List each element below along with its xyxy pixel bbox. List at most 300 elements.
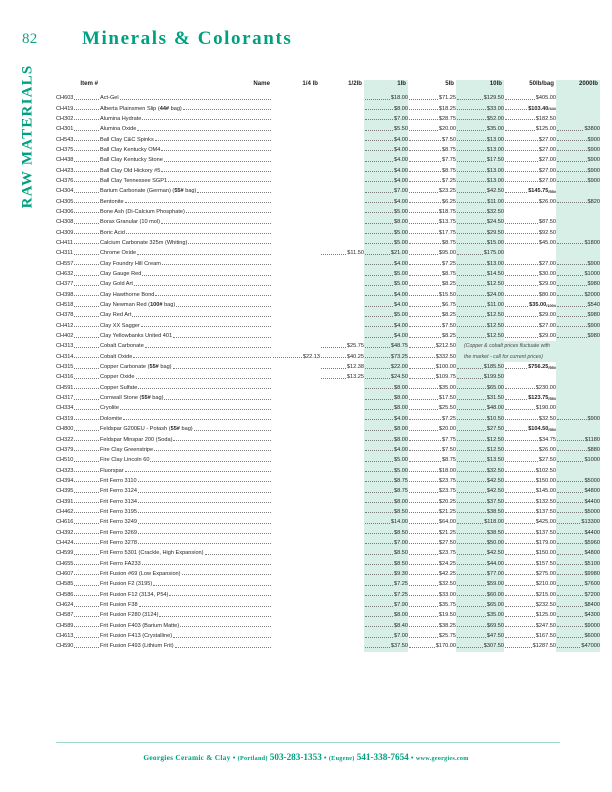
price-cell: $123.75/55# — [504, 393, 556, 403]
price-cell: $8.00 — [364, 217, 408, 227]
footer-separator-2: • — [323, 753, 327, 762]
price-cell — [272, 590, 320, 600]
product-name-cell: Frit Ferro 3269 — [100, 527, 272, 537]
price-cell: $307.50 — [456, 641, 504, 651]
price-cell: $42.50 — [456, 476, 504, 486]
item-number-cell: CH402 — [56, 331, 100, 341]
price-cell: $4.00 — [364, 300, 408, 310]
item-number-cell: CH587 — [56, 610, 100, 620]
price-cell: $13.00 — [456, 259, 504, 269]
item-number-cell: CH632 — [56, 269, 100, 279]
price-cell: $12.50 — [456, 445, 504, 455]
item-number-cell: CH599 — [56, 548, 100, 558]
price-cell: $21.25 — [408, 527, 456, 537]
table-row — [56, 538, 600, 548]
price-cell — [320, 269, 364, 279]
price-cell — [272, 527, 320, 537]
footer-eugene-label: (Eugene) — [328, 755, 355, 762]
price-cell: $4.00 — [364, 259, 408, 269]
price-cell: $7200 — [556, 590, 600, 600]
price-cell — [272, 290, 320, 300]
price-cell: $5000 — [556, 507, 600, 517]
price-cell — [320, 569, 364, 579]
price-cell: $5.00 — [364, 279, 408, 289]
price-cell: $29.50 — [456, 227, 504, 237]
price-cell: $5.00 — [364, 238, 408, 248]
price-cell — [320, 114, 364, 124]
product-name-cell: Calcium Carbonate 325m (Whiting) — [100, 238, 272, 248]
item-number-cell: CH375 — [56, 145, 100, 155]
price-cell: $145.00 — [504, 486, 556, 496]
table-row — [56, 517, 600, 527]
price-cell — [272, 465, 320, 475]
table-row — [56, 165, 600, 175]
price-cell: $38.50 — [456, 527, 504, 537]
price-cell — [272, 321, 320, 331]
product-name-cell: Ball Clay Tennessee SGP1 — [100, 176, 272, 186]
price-cell: $24.25 — [408, 558, 456, 568]
product-name-cell: Fire Clay Greenstripe — [100, 445, 272, 455]
price-cell: $21.25 — [408, 507, 456, 517]
price-cell — [272, 383, 320, 393]
item-number-cell: CH314 — [56, 352, 100, 362]
price-cell: $900 — [556, 134, 600, 144]
item-number-cell: CH395 — [56, 486, 100, 496]
price-cell: $25.75 — [408, 631, 456, 641]
price-cell — [556, 93, 600, 103]
price-cell: $23.75 — [408, 486, 456, 496]
product-name-cell: Clay Foundry Hill Cream — [100, 259, 272, 269]
price-cell: $18.00 — [408, 465, 456, 475]
price-cell: $27.50 — [456, 424, 504, 434]
price-cell — [556, 362, 600, 372]
price-cell: $25.50 — [408, 403, 456, 413]
table-row — [56, 310, 600, 320]
price-cell: $4.00 — [364, 321, 408, 331]
item-number-cell: CH394 — [56, 476, 100, 486]
item-number-cell: CH301 — [56, 124, 100, 134]
product-name-cell: Ball Clay Old Hickory #5 — [100, 165, 272, 175]
price-cell: $232.50 — [504, 600, 556, 610]
price-cell: $15.00 — [456, 238, 504, 248]
product-name-cell: Clay Yellowbanks United 401 — [100, 331, 272, 341]
col-header-name: Name — [253, 80, 270, 87]
product-name-cell: Fire Clay Lincoln 60 — [100, 455, 272, 465]
product-name-cell: Clay Newman Red (100# bag) — [100, 300, 272, 310]
product-name-cell: Frit Fusion F12 (3134, P54) — [100, 590, 272, 600]
price-cell: $5.00 — [364, 269, 408, 279]
price-cell — [272, 279, 320, 289]
price-cell: $35.00 — [456, 124, 504, 134]
price-cell — [272, 114, 320, 124]
product-name-cell: Frit Ferro FA233 — [100, 558, 272, 568]
table-row — [56, 393, 600, 403]
table-row — [56, 455, 600, 465]
price-cell: $8.00 — [364, 610, 408, 620]
product-name-cell: Frit Ferro 5301 (Crackle, High Expansion) — [100, 548, 272, 558]
price-cell: $4.00 — [364, 165, 408, 175]
table-row — [56, 507, 600, 517]
col-header-five-lb: 5lb — [445, 80, 454, 87]
item-number-cell: CH392 — [56, 527, 100, 537]
price-cell: $27.00 — [504, 134, 556, 144]
price-cell — [320, 155, 364, 165]
price-cell: $12.50 — [456, 279, 504, 289]
price-cell — [272, 403, 320, 413]
price-cell: $118.00 — [456, 517, 504, 527]
price-cell — [272, 372, 320, 382]
product-name-cell: Frit Ferro 3134 — [100, 496, 272, 506]
product-name-cell: Bentonite — [100, 196, 272, 206]
table-row — [56, 600, 600, 610]
price-cell: $35.00 — [408, 383, 456, 393]
table-row — [56, 269, 600, 279]
price-cell: $900 — [556, 414, 600, 424]
item-number-cell: CH586 — [56, 590, 100, 600]
price-cell — [272, 331, 320, 341]
price-cell: $132.50 — [504, 496, 556, 506]
price-cell: $33.00 — [456, 103, 504, 113]
item-number-cell: CH411 — [56, 238, 100, 248]
item-number-cell: CH304 — [56, 186, 100, 196]
price-cell — [272, 507, 320, 517]
price-cell — [272, 186, 320, 196]
product-name-cell: Copper Oxide — [100, 372, 272, 382]
product-name-cell: Fluorspar — [100, 465, 272, 475]
price-cell: $27.00 — [504, 155, 556, 165]
price-cell — [272, 621, 320, 631]
product-name-cell: Copper Sulfate — [100, 383, 272, 393]
price-cell — [272, 486, 320, 496]
price-cell: $65.00 — [456, 600, 504, 610]
item-number-cell: CH376 — [56, 176, 100, 186]
price-cell: $26.00 — [504, 196, 556, 206]
table-row — [56, 248, 600, 258]
price-cell — [320, 621, 364, 631]
table-row — [56, 465, 600, 475]
price-cell: $48.00 — [456, 403, 504, 413]
price-cell: $980 — [556, 310, 600, 320]
table-row — [56, 372, 600, 382]
price-cell — [320, 434, 364, 444]
price-cell — [320, 527, 364, 537]
price-cell: $42.25 — [408, 569, 456, 579]
product-name-cell: Frit Fusion F493 (Lithium Frit) — [100, 641, 272, 651]
price-cell — [272, 445, 320, 455]
item-number-cell: CH589 — [56, 621, 100, 631]
price-cell: $4400 — [556, 527, 600, 537]
item-number-cell: CH655 — [56, 558, 100, 568]
price-cell: $5.00 — [364, 310, 408, 320]
price-cell: $32.50 — [408, 579, 456, 589]
price-cell: $5.50 — [364, 124, 408, 134]
product-name-cell: Frit Ferro 3110 — [100, 476, 272, 486]
price-cell: $1287.50 — [504, 641, 556, 651]
table-row — [56, 238, 600, 248]
item-number-cell: CH322 — [56, 434, 100, 444]
product-name-cell: Cryolite — [100, 403, 272, 413]
table-row — [56, 93, 600, 103]
price-cell: $8.00 — [364, 403, 408, 413]
price-cell: $8.50 — [364, 558, 408, 568]
price-cell: $18.00 — [364, 93, 408, 103]
price-cell: $7.90 — [364, 600, 408, 610]
table-row — [56, 486, 600, 496]
product-name-cell: Clay Hawthorne Bond — [100, 290, 272, 300]
item-number-cell: CH317 — [56, 393, 100, 403]
price-cell — [320, 486, 364, 496]
price-cell — [272, 631, 320, 641]
item-number-cell: CH334 — [56, 403, 100, 413]
price-cell: $4.00 — [364, 414, 408, 424]
table-row — [56, 579, 600, 589]
table-row — [56, 641, 600, 651]
price-cell: $27.50 — [504, 455, 556, 465]
price-cell — [272, 393, 320, 403]
product-name-cell: Clay Gauge Red — [100, 269, 272, 279]
price-cell: $900 — [556, 176, 600, 186]
footer-website[interactable]: www.georgies.com — [415, 755, 469, 762]
price-cell: $129.50 — [456, 93, 504, 103]
price-cell: $13.75 — [408, 217, 456, 227]
price-cell: $104.50/55# — [504, 424, 556, 434]
table-row — [56, 124, 600, 134]
price-cell: $47000 — [556, 641, 600, 651]
item-number-cell: CH308 — [56, 217, 100, 227]
price-cell: $11.50 — [320, 248, 364, 258]
item-number-cell: CH311 — [56, 248, 100, 258]
table-row — [56, 621, 600, 631]
price-cell: $7.25 — [364, 590, 408, 600]
price-cell — [556, 424, 600, 434]
price-cell: $25.75 — [320, 341, 364, 351]
item-number-cell: CH607 — [56, 569, 100, 579]
product-name-cell: Cornwall Stone (55# bag) — [100, 393, 272, 403]
price-cell — [320, 445, 364, 455]
price-cell — [320, 196, 364, 206]
price-cell — [320, 538, 364, 548]
price-cell: $26.00 — [504, 445, 556, 455]
price-cell: $42.50 — [456, 548, 504, 558]
price-cell — [272, 517, 320, 527]
price-cell: $7.75 — [408, 434, 456, 444]
table-row — [56, 424, 600, 434]
price-cell: $8.75 — [364, 486, 408, 496]
price-cell — [272, 362, 320, 372]
price-cell — [556, 103, 600, 113]
price-cell — [272, 569, 320, 579]
price-cell — [320, 558, 364, 568]
price-cell: $87.50 — [504, 217, 556, 227]
price-cell: $23.25 — [408, 186, 456, 196]
price-cell — [320, 465, 364, 475]
price-cell — [320, 424, 364, 434]
price-cell: $5.00 — [364, 227, 408, 237]
price-cell — [320, 517, 364, 527]
price-cell — [272, 124, 320, 134]
item-number-cell: CH378 — [56, 310, 100, 320]
price-cell: $44.00 — [456, 558, 504, 568]
price-cell: $8.75 — [408, 165, 456, 175]
price-cell — [320, 279, 364, 289]
product-name-cell: Ball Clay C&C Spinks — [100, 134, 272, 144]
price-cell: $60.00 — [456, 590, 504, 600]
price-cell: $199.50 — [456, 372, 504, 382]
price-cell: $32.50 — [456, 207, 504, 217]
price-cell — [556, 372, 600, 382]
page-title: Minerals & Colorants — [82, 28, 293, 49]
col-header-two-thousand-lb: 2000lb — [579, 80, 598, 87]
price-cell — [320, 403, 364, 413]
price-cell: $12.38 — [320, 362, 364, 372]
price-cell — [320, 631, 364, 641]
price-cell: $33.00 — [408, 590, 456, 600]
price-cell: $880 — [556, 445, 600, 455]
price-cell: $6000 — [556, 631, 600, 641]
price-cell: $27.00 — [504, 165, 556, 175]
footer-portland-phone[interactable]: 503-283-1353 — [269, 752, 322, 762]
price-cell — [272, 310, 320, 320]
item-number-cell: CH313 — [56, 341, 100, 351]
price-cell — [272, 538, 320, 548]
product-name-cell: Copper Carbonate (55# bag) — [100, 362, 272, 372]
footer-divider — [56, 742, 560, 743]
product-name-cell: Alumina Oxide — [100, 124, 272, 134]
price-cell — [556, 248, 600, 258]
price-cell: $12.50 — [456, 331, 504, 341]
price-cell: $980 — [556, 279, 600, 289]
price-cell: $6.25 — [408, 196, 456, 206]
item-number-cell: CH590 — [56, 641, 100, 651]
item-number-cell: CH319 — [56, 414, 100, 424]
table-row — [56, 207, 600, 217]
price-cell: $900 — [556, 155, 600, 165]
price-cell — [320, 145, 364, 155]
price-cell — [504, 248, 556, 258]
price-cell: $22.00 — [364, 362, 408, 372]
price-cell: $20.00 — [408, 124, 456, 134]
price-cell: $425.00 — [504, 517, 556, 527]
price-cell: $109.75 — [408, 372, 456, 382]
price-cell: $4400 — [556, 496, 600, 506]
price-cell — [320, 383, 364, 393]
price-cell — [272, 548, 320, 558]
price-cell: $5.00 — [364, 207, 408, 217]
price-cell: $8.25 — [408, 279, 456, 289]
price-cell — [320, 217, 364, 227]
item-number-cell: CH316 — [56, 372, 100, 382]
price-cell: $24.50 — [456, 217, 504, 227]
table-row — [56, 548, 600, 558]
price-cell: $69.50 — [456, 621, 504, 631]
table-row — [56, 362, 600, 372]
table-body — [56, 93, 600, 652]
price-cell: $37.50 — [456, 496, 504, 506]
product-name-cell: Boric Acid — [100, 227, 272, 237]
product-name-cell: Frit Fusion F2 (3195) — [100, 579, 272, 589]
table-row — [56, 114, 600, 124]
price-cell: $42.50 — [456, 186, 504, 196]
table-row — [56, 217, 600, 227]
price-cell: $8.75 — [408, 145, 456, 155]
item-number-cell: CH585 — [56, 579, 100, 589]
price-cell: $215.00 — [504, 590, 556, 600]
price-cell: $20.00 — [408, 424, 456, 434]
item-number-cell: CH423 — [56, 165, 100, 175]
price-cell: $17.50 — [456, 155, 504, 165]
price-cell: $275.00 — [504, 569, 556, 579]
price-cell: $34.75 — [504, 434, 556, 444]
price-cell — [320, 641, 364, 651]
table-row — [56, 590, 600, 600]
price-cell: $38.50 — [456, 507, 504, 517]
price-cell — [556, 465, 600, 475]
price-cell: $8.40 — [364, 621, 408, 631]
item-number-cell: CH438 — [56, 155, 100, 165]
price-cell: $7.50 — [408, 445, 456, 455]
price-cell: $12.50 — [456, 321, 504, 331]
price-cell: $12.50 — [456, 310, 504, 320]
price-cell: $8.50 — [364, 507, 408, 517]
price-cell: $35.00/100# — [504, 300, 556, 310]
price-cell: $8.00 — [364, 424, 408, 434]
price-cell: $27.00 — [504, 259, 556, 269]
price-cell: $7.00 — [364, 114, 408, 124]
price-cell: $37.50 — [364, 641, 408, 651]
price-cell: $2000 — [556, 290, 600, 300]
product-name-cell: Frit Ferro 3249 — [100, 517, 272, 527]
price-cell — [556, 186, 600, 196]
price-cell: $47.50 — [456, 631, 504, 641]
price-cell: $7.75 — [408, 155, 456, 165]
price-cell: $8.75 — [364, 476, 408, 486]
price-table — [56, 80, 600, 652]
table-row — [56, 259, 600, 269]
price-cell — [272, 176, 320, 186]
price-cell: $167.50 — [504, 631, 556, 641]
table-row — [56, 145, 600, 155]
price-cell: $900 — [556, 321, 600, 331]
price-cell: $7.25 — [364, 579, 408, 589]
price-cell — [272, 259, 320, 269]
price-cell: $170.00 — [408, 641, 456, 651]
price-cell — [556, 403, 600, 413]
price-cell: $540 — [556, 300, 600, 310]
price-cell: $23.75 — [408, 548, 456, 558]
page-number: 82 — [22, 31, 38, 47]
price-cell: $42.50 — [456, 486, 504, 496]
product-name-cell: Borax Granular (10 mol) — [100, 217, 272, 227]
price-cell: $95.00 — [408, 248, 456, 258]
footer-company: Georgies Ceramic & Clay — [143, 753, 231, 762]
item-number-cell: CH412 — [56, 321, 100, 331]
price-cell — [320, 600, 364, 610]
footer-eugene-phone[interactable]: 541-338-7654 — [356, 752, 409, 762]
price-cell: $27.00 — [504, 321, 556, 331]
price-cell: $7.00 — [364, 186, 408, 196]
col-header-ten-lb: 10lb — [489, 80, 502, 87]
price-cell: $7.25 — [408, 176, 456, 186]
price-cell — [272, 476, 320, 486]
product-name-cell: Ball Clay Kentucky Stone — [100, 155, 272, 165]
price-cell: $9.30 — [364, 569, 408, 579]
price-cell — [272, 414, 320, 424]
footer — [0, 752, 612, 762]
product-name-cell: Bone Ash (Di-Calcium Phosphate) — [100, 207, 272, 217]
price-cell: $4.00 — [364, 445, 408, 455]
price-cell: $150.00 — [504, 548, 556, 558]
section-tab-raw-materials: RAW MATERIALS — [19, 64, 36, 209]
